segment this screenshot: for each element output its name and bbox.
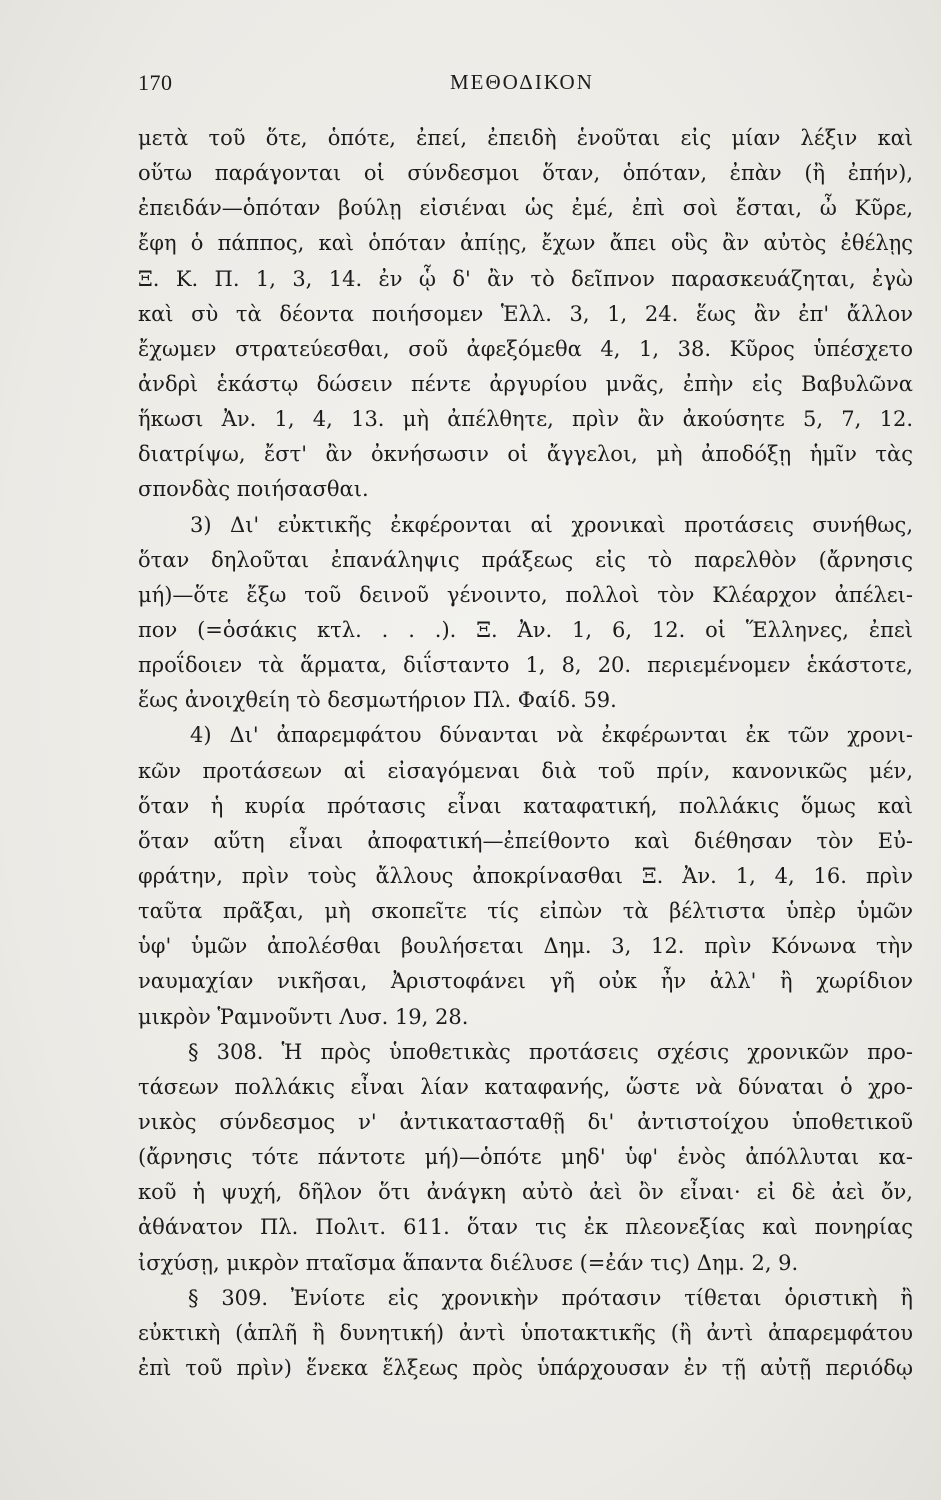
body-text xyxy=(138,121,913,1386)
text-line: πον (=ὁσάκις κτλ. . . .). Ξ. Ἀν. 1, 6, 12. οἱ Ἕλληνες, ἐπεὶ xyxy=(138,617,913,642)
page-number: 170 xyxy=(138,70,173,95)
text-line: ἀθάνατον Πλ. Πολιτ. 611. ὅταν τις ἐκ πλεονεξίας καὶ πονηρίας xyxy=(138,1215,913,1240)
text-line: ὑφ' ὑμῶν ἀπολέσθαι βουλήσεται Δημ. 3, 12. πρὶν Κόνωνα τὴν xyxy=(138,934,913,959)
text-line: ἕως ἀνοιχθείη τὸ δεσμωτήριον Πλ. Φαίδ. 59. xyxy=(138,688,617,713)
text-line: ναυμαχίαν νικῆσαι, Ἀριστοφάνει γῆ οὐκ ἦν ἀλλ' ἢ χωρίδιον xyxy=(138,969,913,994)
text-line: ἰσχύσῃ, μικρὸν πταῖσμα ἅπαντα διέλυσε (=ἐάν τις) Δημ. 2, 9. xyxy=(138,1250,799,1275)
text-line: καὶ σὺ τὰ δέοντα ποιήσομεν Ἑλλ. 3, 1, 24. ἕως ἂν ἐπ' ἄλλον xyxy=(138,301,913,326)
text-line: ὅταν δηλοῦται ἐπανάληψις πράξεως εἰς τὸ παρελθὸν (ἄρνησις xyxy=(138,547,913,572)
text-line: ἐπὶ τοῦ πρὶν) ἕνεκα ἕλξεως πρὸς ὑπάρχουσαν ἐν τῇ αὐτῇ περιόδῳ xyxy=(138,1355,913,1380)
text-line: μικρὸν Ῥαμνοῦντι Λυσ. 19, 28. xyxy=(138,1004,469,1029)
page-header xyxy=(138,70,918,104)
text-line: μετὰ τοῦ ὅτε, ὁπότε, ἐπεί, ἐπειδὴ ἑνοῦται εἰς μίαν λέξιν καὶ xyxy=(138,126,913,150)
text-line: μή)—ὅτε ἔξω τοῦ δεινοῦ γένοιντο, πολλοὶ τὸν Κλέαρχον ἀπέλει- xyxy=(138,582,913,607)
text-line: προΐδοιεν τὰ ἅρματα, διΐσταντο 1, 8, 20. περιεμένομεν ἑκάστοτε, xyxy=(138,653,913,678)
text-line: φράτην, πρὶν τοὺς ἄλλους ἀποκρίνασθαι Ξ. Ἀν. 1, 4, 16. πρὶν xyxy=(138,863,913,888)
text-line: εὐκτικὴ (ἁπλῆ ἢ δυνητική) ἀντὶ ὑποτακτικῆς (ἢ ἀντὶ ἀπαρεμφάτου xyxy=(138,1320,913,1345)
text-line: ἔχωμεν στρατεύεσθαι, σοῦ ἀφεξόμεθα 4, 1, 38. Κῦρος ὑπέσχετο xyxy=(138,336,913,361)
section-309-start: § 309. Ἐνίοτε εἰς χρονικὴν πρότασιν τίθεται ὁριστικὴ ἢ xyxy=(188,1285,913,1310)
section-308-start: § 308. Ἡ πρὸς ὑποθετικὰς προτάσεις σχέσις χρονικῶν προ- xyxy=(188,1039,913,1064)
text-line: (ἄρνησις τότε πάντοτε μή)—ὁπότε μηδ' ὑφ' ἑνὸς ἀπόλλυται κα- xyxy=(138,1145,913,1170)
text-line: ἥκωσι Ἀν. 1, 4, 13. μὴ ἀπέλθητε, πρὶν ἂν ἀκούσητε 5, 7, 12. xyxy=(138,407,913,432)
text-line: ὅταν αὕτη εἶναι ἀποφατική—ἐπείθοντο καὶ διέθησαν τὸν Εὐ- xyxy=(138,828,913,853)
text-line: ὅταν ἡ κυρία πρότασις εἶναι καταφατική, πολλάκις ὅμως καὶ xyxy=(138,793,913,818)
text-line: κοῦ ἡ ψυχή, δῆλον ὅτι ἀνάγκη αὐτὸ ἀεὶ ὂν εἶναι· εἰ δὲ ἀεὶ ὄν, xyxy=(138,1180,913,1205)
text-line: τάσεων πολλάκις εἶναι λίαν καταφανής, ὥστε νὰ δύναται ὁ χρο- xyxy=(138,1074,913,1099)
text-line: οὕτω παράγονται οἱ σύνδεσμοι ὅταν, ὁπόταν, ἐπὰν (ἢ ἐπήν), xyxy=(138,161,913,186)
text-line: ἔφη ὁ πάππος, καὶ ὁπόταν ἀπίῃς, ἔχων ἄπει οὓς ἂν αὐτὸς ἐθέλῃς xyxy=(138,231,913,256)
paragraph-4-start: 4) Δι' ἀπαρεμφάτου δύνανται νὰ ἐκφέρωνται ἐκ τῶν χρονι- xyxy=(190,723,913,748)
text-line: ἐπειδάν—ὁπόταν βούλῃ εἰσιέναι ὡς ἐμέ, ἐπὶ σοὶ ἔσται, ὦ Κῦρε, xyxy=(138,196,913,221)
text-line: ταῦτα πρᾶξαι, μὴ σκοπεῖτε τίς εἰπὼν τὰ βέλτιστα ὑπὲρ ὑμῶν xyxy=(138,899,913,924)
running-title: ΜΕΘΟΔΙΚΟΝ xyxy=(450,70,594,94)
text-line: νικὸς σύνδεσμος ν' ἀντικατασταθῇ δι' ἀντιστοίχου ὑποθετικοῦ xyxy=(138,1109,913,1134)
paragraph-3-start: 3) Δι' εὐκτικῆς ἐκφέρονται αἱ χρονικαὶ προτάσεις συνήθως, xyxy=(190,512,913,537)
text-line: Ξ. Κ. Π. 1, 3, 14. ἐν ᾧ δ' ἂν τὸ δεῖπνον παρασκευάζηται, ἐγὼ xyxy=(138,266,913,291)
text-line: σπονδὰς ποιήσασθαι. xyxy=(138,477,369,502)
text-line: διατρίψω, ἔστ' ἂν ὀκνήσωσιν οἱ ἄγγελοι, μὴ ἀποδόξῃ ἡμῖν τὰς xyxy=(138,442,913,467)
text-line: ἀνδρὶ ἑκάστῳ δώσειν πέντε ἀργυρίου μνᾶς, ἐπὴν εἰς Βαβυλῶνα xyxy=(138,371,913,396)
text-line: κῶν προτάσεων αἱ εἰσαγόμεναι διὰ τοῦ πρίν, κανονικῶς μέν, xyxy=(138,758,913,783)
